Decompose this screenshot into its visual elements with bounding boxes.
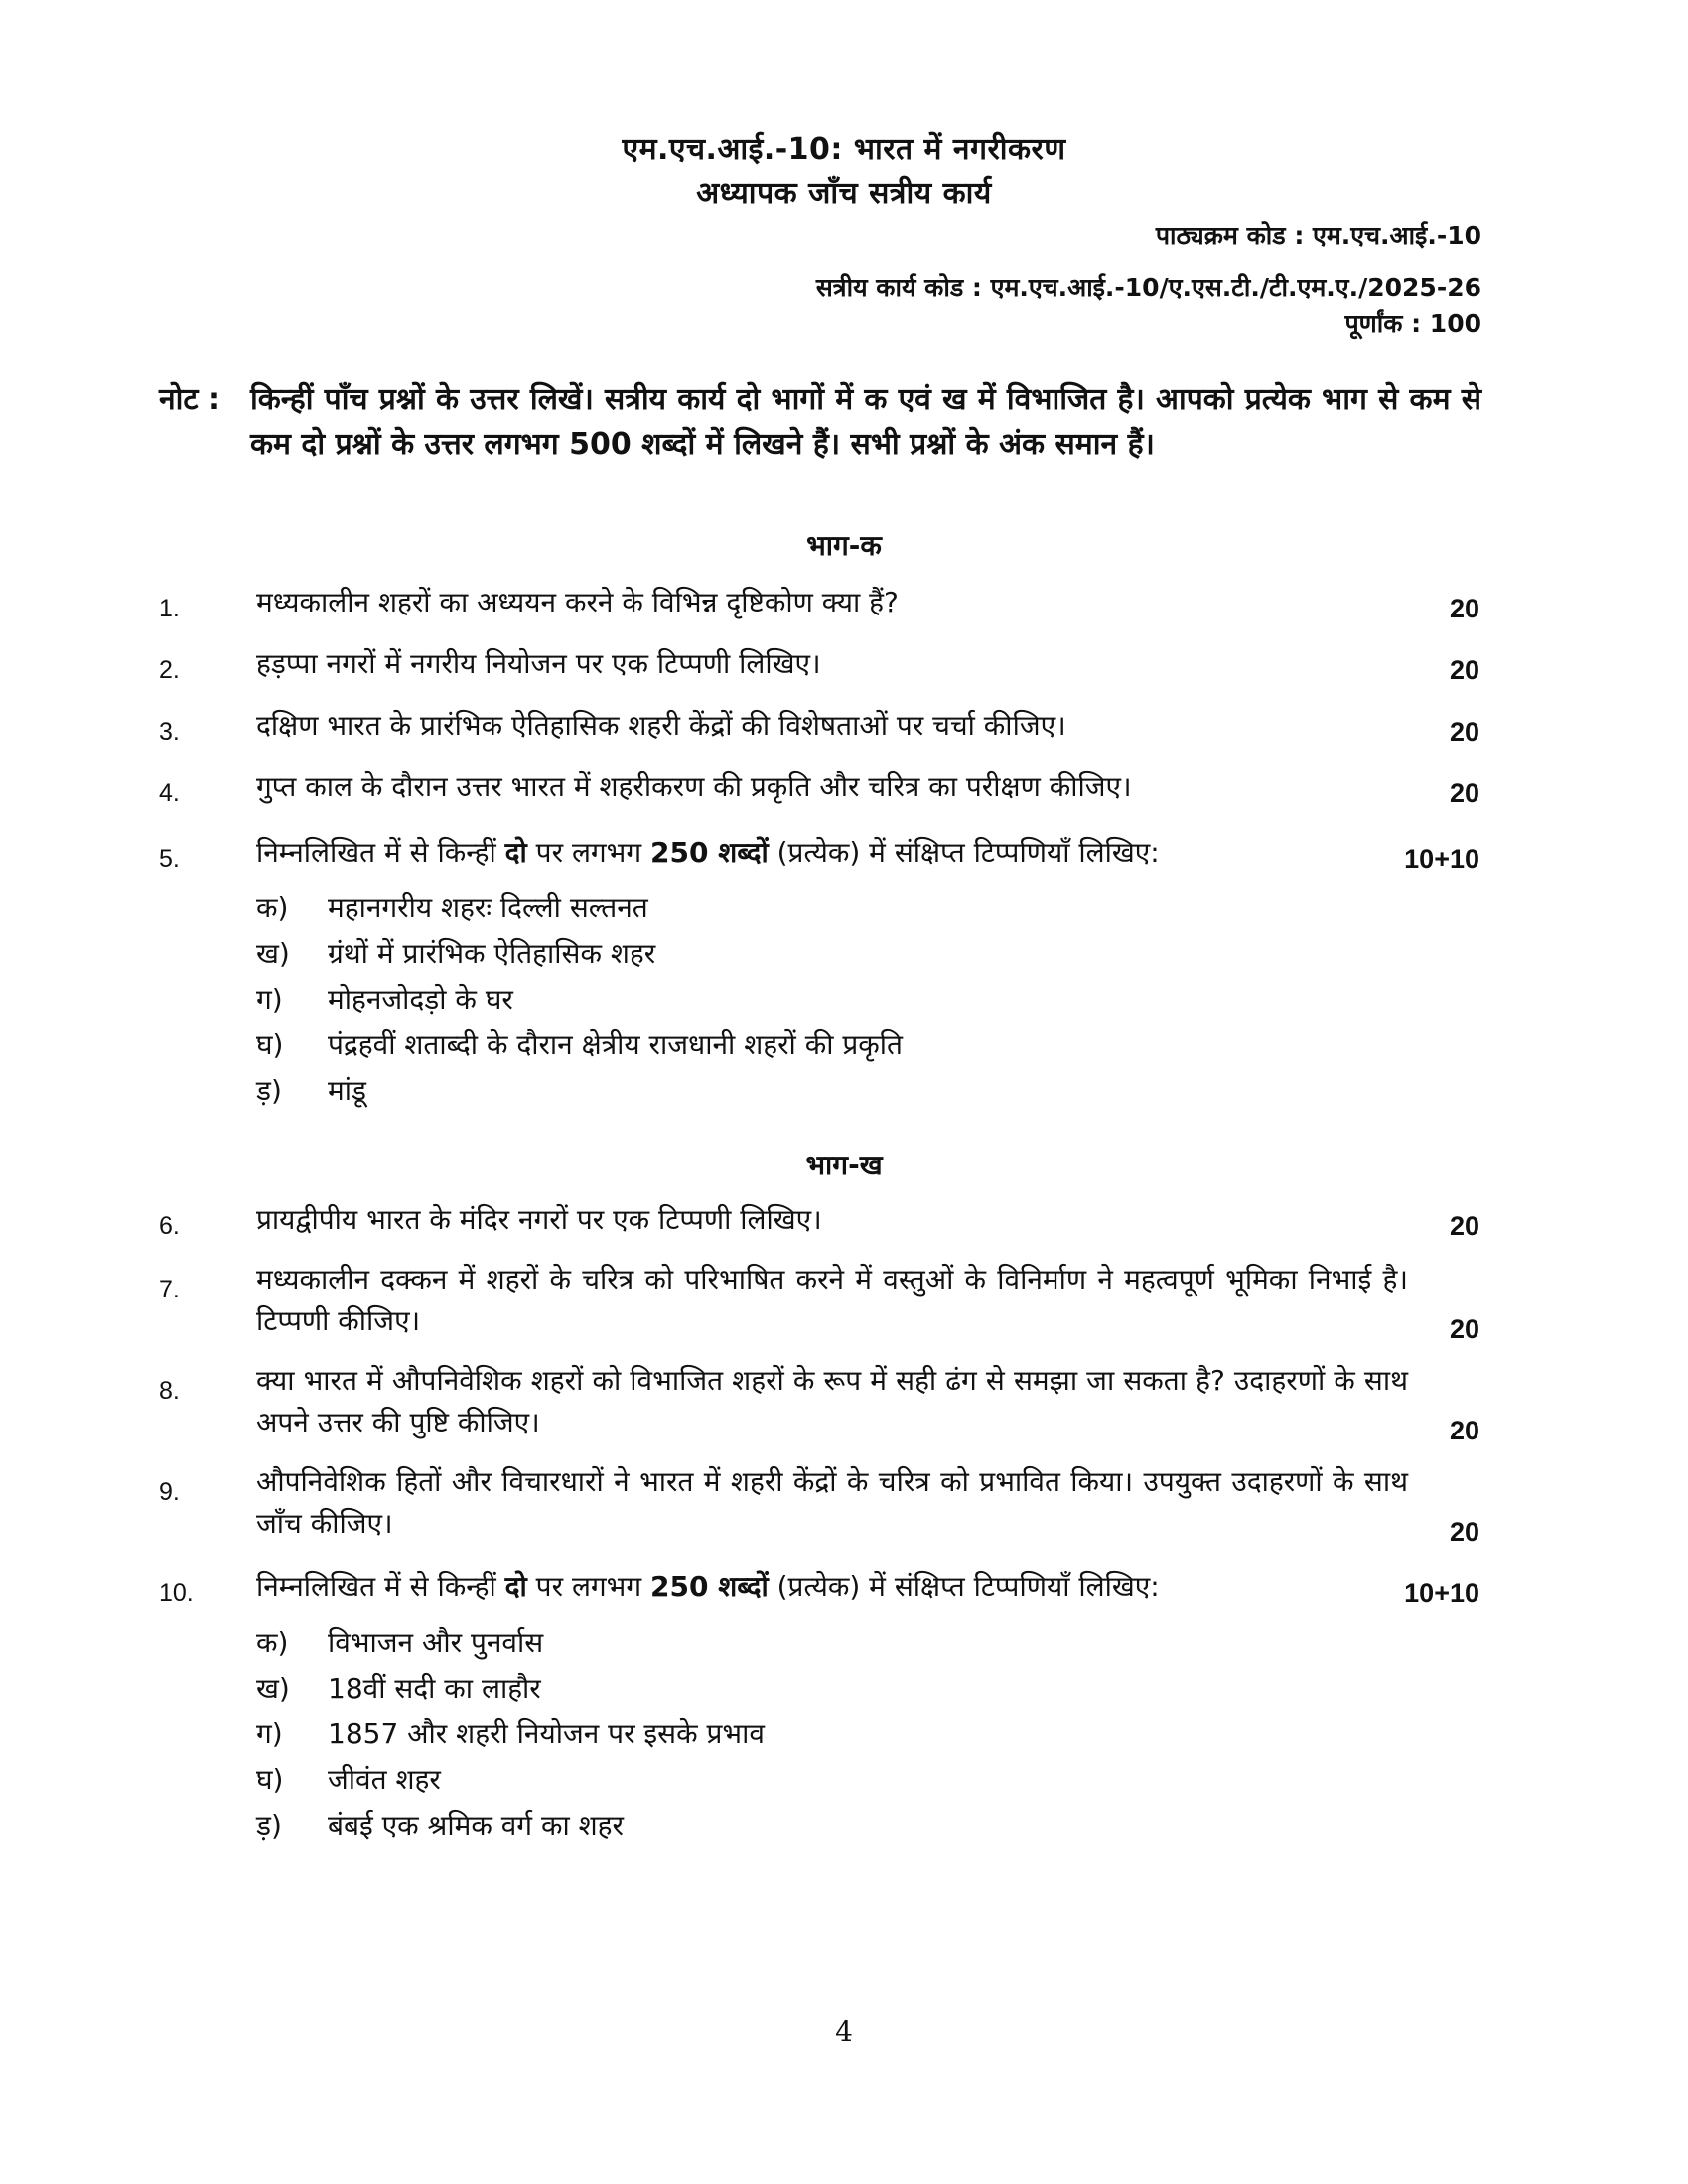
sub-question-text: मांडू	[328, 1074, 366, 1107]
question-marks: 20	[1449, 594, 1479, 623]
question-text: क्या भारत में औपनिवेशिक शहरों को विभाजित शहरों के रूप में सही ढंग से समझा जा सकता है? उदाहरणों के साथ अपने उत्तर की पुष्टि कीजिए।	[256, 1364, 1408, 1438]
section-b-heading: भाग-ख	[805, 1149, 883, 1181]
question-text: प्रायद्वीपीय भारत के मंदिर नगरों पर एक टिप्पणी लिखिए।	[256, 1203, 822, 1236]
section-a-heading: भाग-क	[806, 529, 882, 562]
assignment-code: सत्रीय कार्य कोड : एम.एच.आई.-10/ए.एस.टी./टी.एम.ए./2025-26	[815, 273, 1481, 302]
sub-question-text: ग्रंथों में प्रारंभिक ऐतिहासिक शहर	[328, 937, 656, 970]
question-text: मध्यकालीन दक्कन में शहरों के चरित्र को परिभाषित करने में वस्तुओं के विनिर्माण ने महत्वपूर्ण भूमिका निभाई है। टिप्पणी कीजिए।	[256, 1263, 1408, 1337]
sub-question-label: ग)	[256, 983, 283, 1016]
question-marks: 10+10	[1404, 1578, 1479, 1608]
sub-question-label: ख)	[256, 937, 290, 970]
question-text: गुप्त काल के दौरान उत्तर भारत में शहरीकरण की प्रकृति और चरित्र का परीक्षण कीजिए।	[256, 770, 1132, 803]
question-text: दक्षिण भारत के प्रारंभिक ऐतिहासिक शहरी केंद्रों की विशेषताओं पर चर्चा कीजिए।	[256, 709, 1066, 742]
sub-question-text: जीवंत शहर	[328, 1763, 441, 1796]
question-number: 5.	[159, 845, 180, 873]
question-number: 4.	[159, 779, 180, 807]
max-marks: पूर्णांक : 100	[1344, 309, 1481, 338]
question-text: औपनिवेशिक हितों और विचारधारों ने भारत में शहरी केंद्रों के चरित्र को प्रभावित किया। उपयुक्त उदाहरणों के साथ जाँच कीजिए।	[256, 1465, 1408, 1540]
course-code: पाठ्यक्रम कोड : एम.एच.आई.-10	[1155, 221, 1481, 250]
question-number: 10.	[159, 1579, 194, 1607]
sub-question-label: ड़)	[256, 1809, 282, 1842]
question-text: हड़प्पा नगरों में नगरीय नियोजन पर एक टिप्पणी लिखिए।	[256, 647, 821, 680]
question-number: 3.	[159, 718, 180, 746]
question-number: 2.	[159, 656, 180, 684]
question-number: 6.	[159, 1212, 180, 1240]
sub-question-label: क)	[256, 891, 289, 924]
sub-question-label: ग)	[256, 1717, 283, 1750]
sub-question-text: महानगरीय शहरः दिल्ली सल्तनत	[328, 891, 648, 924]
assignment-subtitle: अध्यापक जाँच सत्रीय कार्य	[696, 176, 992, 210]
sub-question-label: घ)	[256, 1763, 284, 1796]
sub-question-text: 1857 और शहरी नियोजन पर इसके प्रभाव	[328, 1717, 765, 1750]
sub-question-label: घ)	[256, 1028, 284, 1061]
sub-question-text: बंबई एक श्रमिक वर्ग का शहर	[328, 1809, 624, 1842]
question-text: निम्नलिखित में से किन्हीं दो पर लगभग 250 शब्दों (प्रत्येक) में संक्षिप्त टिप्पणियाँ लिखिए:	[256, 1570, 1160, 1603]
sub-question-text: विभाजन और पुनर्वास	[328, 1626, 544, 1659]
question-number: 9.	[159, 1478, 180, 1506]
question-number: 1.	[159, 595, 180, 622]
sub-question-text: मोहनजोदड़ो के घर	[328, 983, 513, 1016]
sub-question-label: ड़)	[256, 1074, 282, 1107]
sub-question-text: पंद्रहवीं शताब्दी के दौरान क्षेत्रीय राजधानी शहरों की प्रकृति	[328, 1028, 904, 1061]
question-marks: 10+10	[1404, 844, 1479, 874]
question-marks: 20	[1449, 717, 1479, 747]
question-text: मध्यकालीन शहरों का अध्ययन करने के विभिन्न दृष्टिकोण क्या हैं?	[256, 586, 899, 618]
question-marks: 20	[1449, 778, 1479, 808]
question-number: 7.	[159, 1276, 180, 1303]
sub-question-label: ख)	[256, 1672, 290, 1705]
note-text: किन्हीं पाँच प्रश्नों के उत्तर लिखें। सत्रीय कार्य दो भागों में क एवं ख में विभाजित है। आपको प्रत्येक भाग से कम से कम दो प्रश्नों के उत्तर लगभग 500 शब्दों में लिखने हैं। सभी प्रश्नों के अंक समान हैं।	[250, 382, 1481, 462]
question-text: निम्नलिखित में से किन्हीं दो पर लगभग 250 शब्दों (प्रत्येक) में संक्षिप्त टिप्पणियाँ लिखिए:	[256, 836, 1160, 869]
question-marks: 20	[1449, 1314, 1479, 1344]
question-marks: 20	[1449, 1517, 1479, 1547]
question-marks: 20	[1449, 1211, 1479, 1241]
question-number: 8.	[159, 1377, 180, 1405]
page-number: 4	[835, 2015, 853, 2048]
question-marks: 20	[1449, 655, 1479, 685]
course-title: एम.एच.आई.-10: भारत में नगरीकरण	[622, 132, 1066, 167]
sub-question-label: क)	[256, 1626, 289, 1659]
note-label: नोट :	[159, 382, 220, 417]
sub-question-text: 18वीं सदी का लाहौर	[328, 1672, 541, 1705]
question-marks: 20	[1449, 1416, 1479, 1445]
